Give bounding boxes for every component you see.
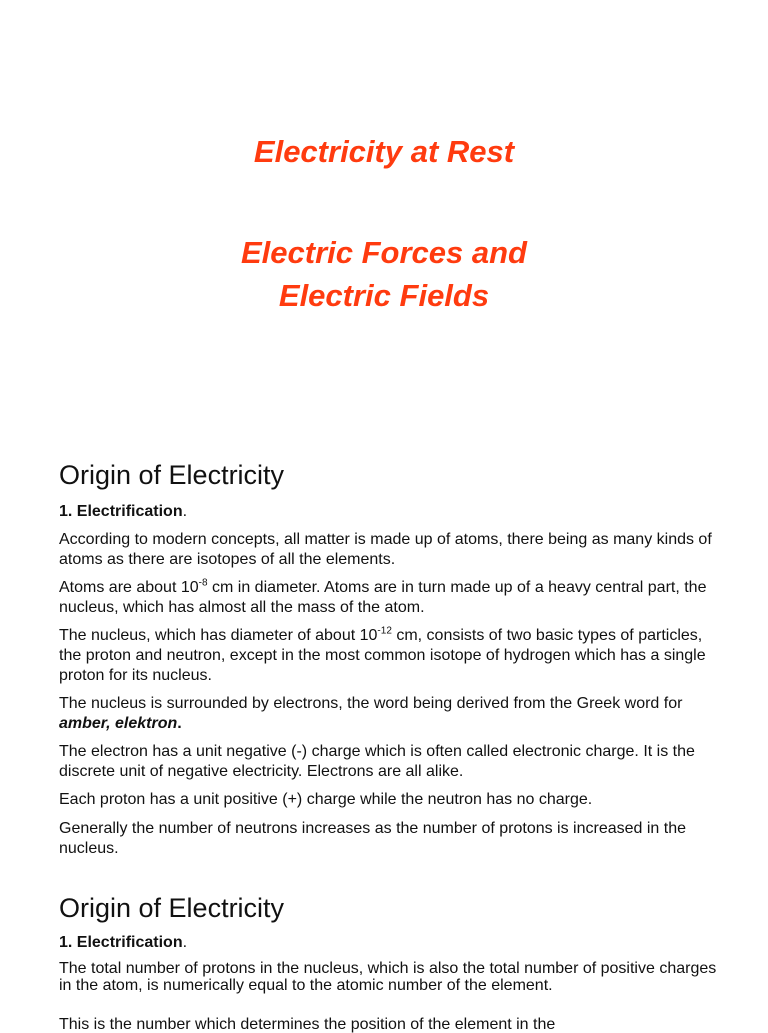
subtitle-line-1: Electric Forces and — [240, 235, 527, 270]
section-subheading: 1. Electrification. — [59, 934, 188, 951]
paragraph-electrons: The nucleus is surrounded by electrons, the word being derived from the Greek word for amber, elektron. — [59, 695, 683, 732]
paragraph-protons-count: The total number of protons in the nucleus, which is also the total number of positive charges in the atom, is numerically equal to the atomic number of the element. — [59, 960, 717, 994]
section-heading: Origin of Electricity — [59, 460, 285, 490]
paragraph-nucleus: The nucleus, which has diameter of about $10^{-12}$ cm, consists of two basic types of particles, the proton and neutron, except in the most common isotope of hydrogen which has a single proton for its nucleus. — [59, 625, 706, 684]
section-heading: Origin of Electricity — [59, 893, 285, 923]
paragraph-neutrons: Generally the number of neutrons increases as the number of protons is increased in the nucleus. — [59, 820, 687, 857]
section-subheading: 1. Electrification. — [59, 503, 188, 520]
paragraph-atom-size: Atoms are about $10^{-8}$ cm in diameter. Atoms are in turn made up of a heavy central part, the nucleus, which has almost all the mass of the atom. — [59, 577, 707, 616]
subtitle-line-2: Electric Fields — [278, 278, 490, 313]
paragraph-atoms: According to modern concepts, all matter is made up of atoms, there being as many kinds of atoms as there are isotopes of all the elements. — [59, 531, 712, 568]
page-title: Electricity at Rest — [253, 134, 515, 169]
paragraph-proton-charge: Each proton has a unit positive (+) charge while the neutron has no charge. — [59, 791, 593, 808]
paragraph-electron-charge: The electron has a unit negative (-) charge which is often called electronic charge. It is the discrete unit of negative electricity. Electrons are all alike. — [59, 743, 695, 780]
page-subtitle — [0, 231, 768, 317]
paragraph-cut-off: This is the number which determines the position of the element in the — [59, 1016, 556, 1033]
